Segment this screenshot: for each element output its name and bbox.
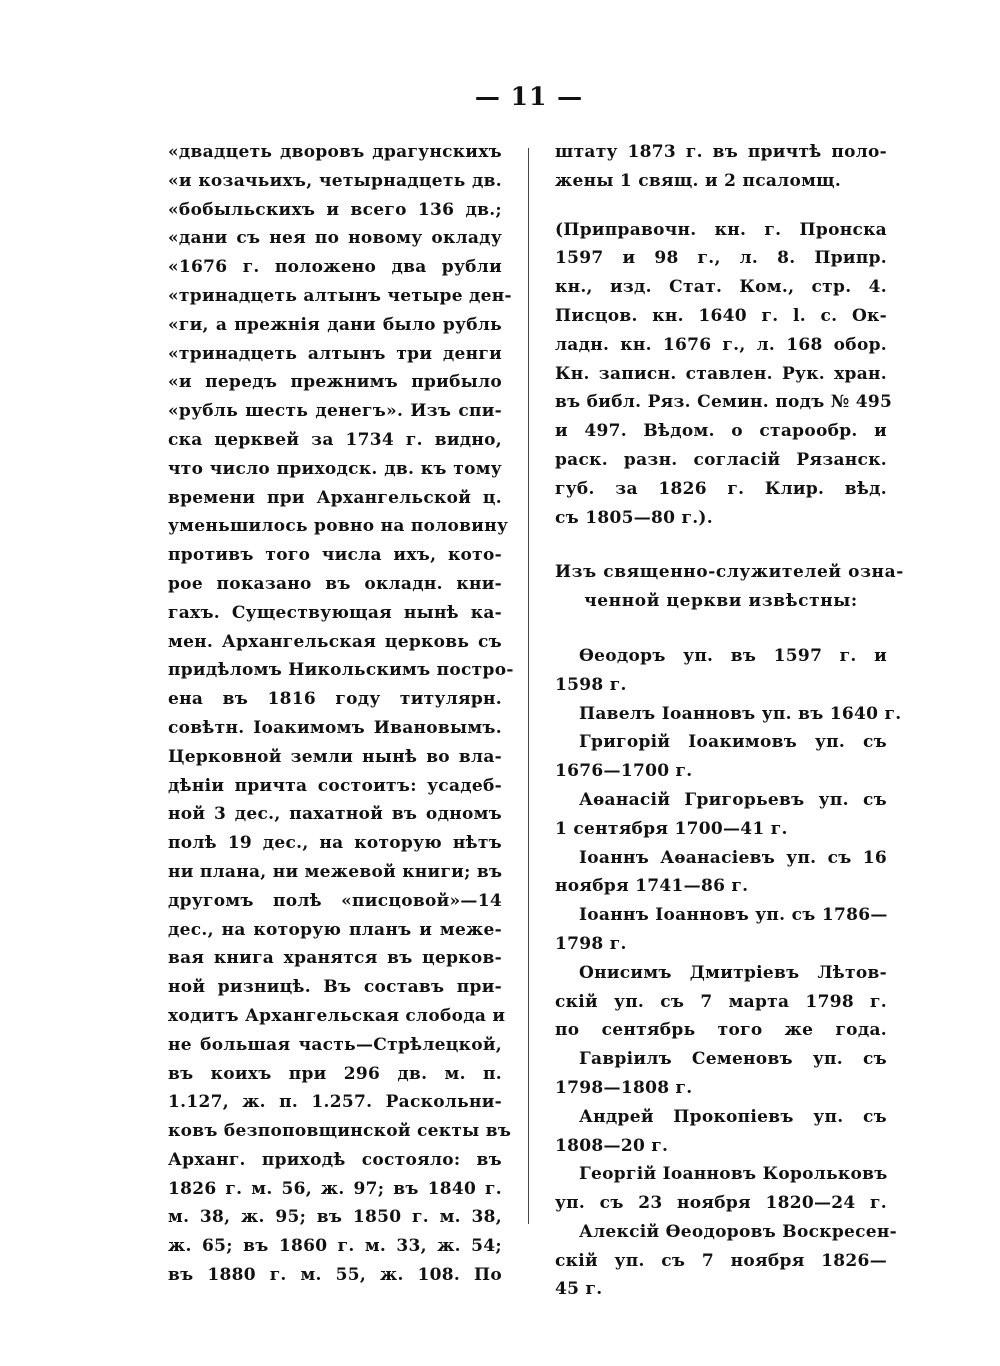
text-line: ковъ безпоповщинской секты въ: [168, 1121, 512, 1142]
text-line: «тринадцеть алтынъ три денги: [168, 343, 502, 364]
text-line: Арханг. приходѣ состояло: въ: [168, 1149, 502, 1170]
text-line: 45 г.: [555, 1279, 603, 1300]
text-line: 1.127, ж. п. 1.257. Раскольни-: [168, 1092, 502, 1113]
text-line: гахъ. Существующая нынѣ ка-: [168, 602, 502, 623]
text-line: противъ того числа ихъ, кото-: [168, 545, 502, 566]
text-line: ска церквей за 1734 г. видно,: [168, 429, 502, 450]
text-line: губ. за 1826 г. Клир. вѣд.: [555, 478, 887, 499]
left-column-text: [168, 138, 514, 1290]
text-line: Кн. записн. ставлен. Рук. хран.: [555, 363, 887, 384]
text-line: съ 1805—80 г.).: [555, 507, 713, 528]
text-line: Павелъ Іоанновъ уп. въ 1640 г.: [579, 703, 902, 724]
text-line: вая книга хранятся въ церков-: [168, 948, 502, 969]
text-line: что число приходск. дв. къ тому: [168, 458, 502, 479]
text-line: «тринадцеть алтынъ четыре ден-: [168, 285, 512, 306]
column-divider: [528, 148, 529, 1224]
text-line: Алексій Ѳеодоровъ Воскресен-: [579, 1221, 897, 1242]
clergy-heading: [555, 558, 904, 616]
right-column-text: [555, 138, 904, 1304]
text-line: другомъ полѣ «писцовой»—14: [168, 890, 502, 911]
text-line: скій уп. съ 7 ноября 1826—: [555, 1250, 887, 1271]
text-line: Георгій Іоанновъ Корольковъ: [579, 1164, 888, 1185]
text-line: Онисимъ Дмитріевъ Лѣтов-: [579, 962, 887, 983]
text-line: уп. съ 23 ноября 1820—24 г.: [555, 1193, 887, 1214]
text-line: ной ризницѣ. Въ составъ при-: [168, 977, 502, 998]
text-line: Іоаннъ Іоанновъ уп. съ 1786—: [579, 905, 888, 926]
text-line: «и козачьихъ, четырнадцеть дв.: [168, 170, 502, 191]
text-line: 1798 г.: [555, 933, 627, 954]
text-line: не большая часть—Стрѣлецкой,: [168, 1034, 502, 1055]
text-line: штату 1873 г. въ причтѣ поло-: [555, 142, 887, 162]
text-line: 1598 г.: [555, 674, 627, 695]
text-line: рое показано въ окладн. кни-: [168, 573, 502, 594]
text-line: уменьшилось ровно на половину: [168, 516, 509, 537]
text-line: (Приправочн. кн. г. Пронска: [555, 219, 887, 240]
text-line: въ коихъ при 296 дв. м. п.: [168, 1063, 502, 1084]
text-line: Григорій Іоакимовъ уп. съ: [579, 732, 887, 753]
text-line: Изъ священно-служителей озна-: [555, 562, 904, 583]
text-line: Церковной земли нынѣ во вла-: [168, 746, 502, 767]
text-line: «ги, а прежнія дани было рубль: [168, 314, 502, 335]
text-line: по сентябрь того же года.: [555, 1020, 887, 1041]
text-line: дес., на которую планъ и меже-: [168, 919, 502, 940]
text-line: «и передъ прежнимъ прибыло: [168, 372, 502, 393]
text-line: 1798—1808 г.: [555, 1077, 693, 1098]
text-line: и 497. Вѣдом. о старообр. и: [555, 421, 887, 442]
text-line: дѣніи причта состоитъ: усадеб-: [168, 775, 502, 796]
text-line: въ 1880 г. м. 55, ж. 108. По: [168, 1265, 502, 1286]
clergy-list: [555, 642, 902, 1304]
staff-paragraph: [555, 138, 887, 196]
text-line: Іоаннъ Аѳанасіевъ уп. съ 16: [579, 847, 887, 868]
text-line: раск. разн. согласій Рязанск.: [555, 449, 887, 470]
text-line: совѣтн. Іоакимомъ Ивановымъ.: [168, 717, 502, 738]
text-line: ной 3 дес., пахатной въ одномъ: [168, 804, 502, 825]
text-line: «двадцеть дворовъ драгунскихъ: [168, 142, 502, 162]
text-line: ладн. кн. 1676 г., л. 168 обор.: [555, 334, 887, 355]
text-line: 1597 и 98 г., л. 8. Припр.: [555, 248, 887, 269]
text-line: «рубль шесть денегъ». Изъ спи-: [168, 401, 502, 422]
text-line: «бобыльскихъ и всего 136 дв.;: [168, 199, 502, 220]
text-line: Гавріилъ Семеновъ уп. съ: [579, 1049, 887, 1070]
text-line: «1676 г. положено два рубли: [168, 257, 502, 278]
text-line: м. 38, ж. 95; въ 1850 г. м. 38,: [168, 1207, 502, 1228]
text-line: жены 1 свящ. и 2 псаломщ.: [555, 170, 842, 191]
text-line: 1826 г. м. 56, ж. 97; въ 1840 г.: [168, 1178, 502, 1199]
text-line: «дани съ нея по новому окладу: [168, 228, 502, 249]
text-line: 1808—20 г.: [555, 1135, 669, 1156]
text-line: ходитъ Архангельская слобода и: [168, 1005, 506, 1026]
text-line: скій уп. съ 7 марта 1798 г.: [555, 991, 887, 1012]
text-line: ена въ 1816 году титулярн.: [168, 689, 502, 710]
page-number: — 11 —: [474, 82, 584, 111]
text-line: 1676—1700 г.: [555, 761, 693, 782]
text-line: Андрей Прокопіевъ уп. съ: [579, 1106, 887, 1127]
text-line: придѣломъ Никольскимъ постро-: [168, 660, 514, 681]
text-line: мен. Архангельская церковь съ: [168, 631, 502, 652]
text-line: ж. 65; въ 1860 г. м. 33, ж. 54;: [168, 1236, 502, 1257]
text-line: Писцов. кн. 1640 г. l. с. Ок-: [555, 305, 887, 326]
text-line: кн., изд. Стат. Ком., стр. 4.: [555, 277, 887, 298]
text-line: Ѳеодоръ уп. въ 1597 г. и: [579, 645, 887, 666]
text-line: ноября 1741—86 г.: [555, 876, 749, 897]
text-line: Аѳанасій Григорьевъ уп. съ: [579, 789, 887, 810]
text-line: полѣ 19 дес., на которую нѣтъ: [168, 833, 502, 854]
text-line: въ библ. Ряз. Семин. подъ № 495: [555, 392, 893, 413]
text-line: 1 сентября 1700—41 г.: [555, 818, 788, 839]
text-line: времени при Архангельской ц.: [168, 487, 502, 508]
text-line: ни плана, ни межевой книги; въ: [168, 861, 503, 882]
text-line: ченной церкви извѣстны:: [584, 591, 858, 612]
sources-paragraph: [555, 216, 893, 533]
